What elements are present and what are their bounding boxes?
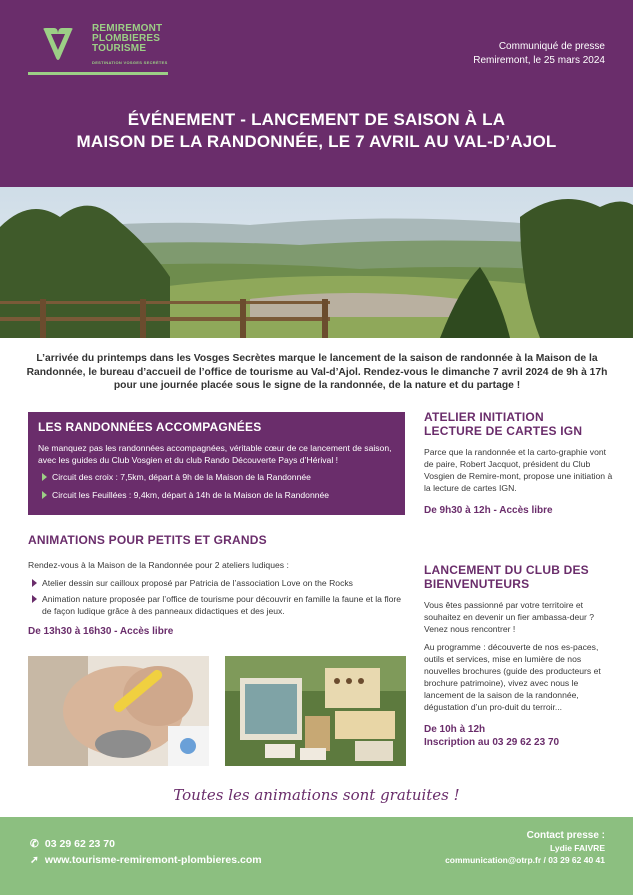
animation-item: Atelier dessin sur cailloux proposé par Patricia de l’association Love on the Rocks [28,577,405,589]
guided-hikes-title: LES RANDONNÉES ACCOMPAGNÉES [38,420,262,434]
animations-time: De 13h30 à 16h30 - Accès libre [28,626,174,637]
press-contact-title: Contact presse : [526,830,605,841]
intro-paragraph: L’arrivée du printemps dans les Vosges Secrètes marque le lancement de la saison de randonnée à la Maison de la Randonnée, le bureau d’accueil de l’office de tourisme au Val-d’Ajol. Rendez-vous le dimanche 7 avril 2024 de 9h à 17h pour une journée placée sous le signe de la randonnée, de la nature et du partage ! [26,353,608,391]
landscape-photo [0,187,633,338]
cursor-arrow-icon: ➚ [30,854,39,866]
ambassador-club-title: LANCEMENT DU CLUB DES BIENVENUTEURS [424,563,589,591]
guided-hikes-text: Ne manquez pas les randonnées accompagnées, véritable cœur de ce lancement de saison, avec les guides du Club Vosgien et du club Rando Découverte Pays d’Hérival ! [38,443,392,465]
page-title: ÉVÉNEMENT - LANCEMENT DE SAISON À LA MAISON DE LA RANDONNÉE, LE 7 AVRIL AU VAL-D’AJOL [76,110,557,151]
stone-painting-photo [28,656,209,766]
hike-item: Circuit les Feuillées : 9,4km, départ à 14h de la Maison de la Randonnée [38,489,395,501]
bullet-triangle-icon [42,491,47,499]
ambassador-club-text: Vous êtes passionné par votre territoire et souhaitez en devenir un fier ambassa-deur ? Venez nous rencontrer ! [424,600,595,634]
logo-wordmark: REMIREMONT PLOMBIERES TOURISME [92,23,163,54]
bullet-triangle-icon [42,473,47,481]
animations-section [28,533,405,638]
ambassador-club-program: Au programme : découverte de nos es-paces, outils et services, mise en lumière de nos nouvelles brochures (guide des producteurs et brochure patrimoine), vivez avec nous le lancement de la saison de la randonnée, dégustation d’un pro-duit du terroir... [424,642,601,712]
bullet-triangle-icon [32,579,37,587]
press-label: Communiqué de presse [498,41,605,52]
logo[interactable] [28,22,178,78]
nature-panels-photo [225,656,406,766]
animation-item: Animation nature proposée par l’office de tourisme pour découvrir en famille la faune et la flore de façon ludique grâce à des panneaux didactiques et des jeux. [28,593,405,617]
press-date: Remiremont, le 25 mars 2024 [473,55,605,66]
map-workshop-time: De 9h30 à 12h - Accès libre [424,505,553,516]
ambassador-club-time: De 10h à 12h [424,724,486,735]
guided-hikes-box [28,412,405,515]
footer-phone[interactable]: ✆ 03 29 62 23 70 [30,838,115,850]
heart-v-logo-icon [40,26,76,62]
map-workshop-text: Parce que la randonnée et la carto-graphie vont de paire, Robert Jacquot, président du Club Vosgien de Remire-mont, propose une initiation à la lecture de cartes IGN. [424,447,613,493]
footer [0,817,633,895]
footer-website-link[interactable]: ➚ www.tourisme-remiremont-plombieres.com [30,854,262,866]
map-workshop-title: ATELIER INITIATION LECTURE DE CARTES IGN [424,410,583,438]
animations-title: ANIMATIONS POUR PETITS ET GRANDS [28,533,267,547]
bullet-triangle-icon [32,595,37,603]
logo-underline [28,72,168,75]
hike-item: Circuit des croix : 7,5km, départ à 9h de la Maison de la Randonnée [38,471,395,483]
header-banner [0,0,633,187]
press-release-info [473,40,605,68]
ambassador-club-section [424,563,614,749]
logo-tagline: DESTINATION VOSGES SECRÈTES [92,60,168,65]
phone-icon: ✆ [30,838,39,850]
map-workshop-section [424,410,614,517]
press-contact [445,830,605,866]
free-activities-note: Toutes les animations sont gratuites ! [173,786,460,804]
animations-text: Rendez-vous à la Maison de la Randonnée pour 2 ateliers ludiques : [28,560,289,570]
press-contact-email[interactable]: communication@otrp.fr / 03 29 62 40 41 [445,855,605,865]
ambassador-club-signup[interactable]: Inscription au 03 29 62 23 70 [424,737,560,748]
press-contact-name: Lydie FAIVRE [550,843,605,853]
